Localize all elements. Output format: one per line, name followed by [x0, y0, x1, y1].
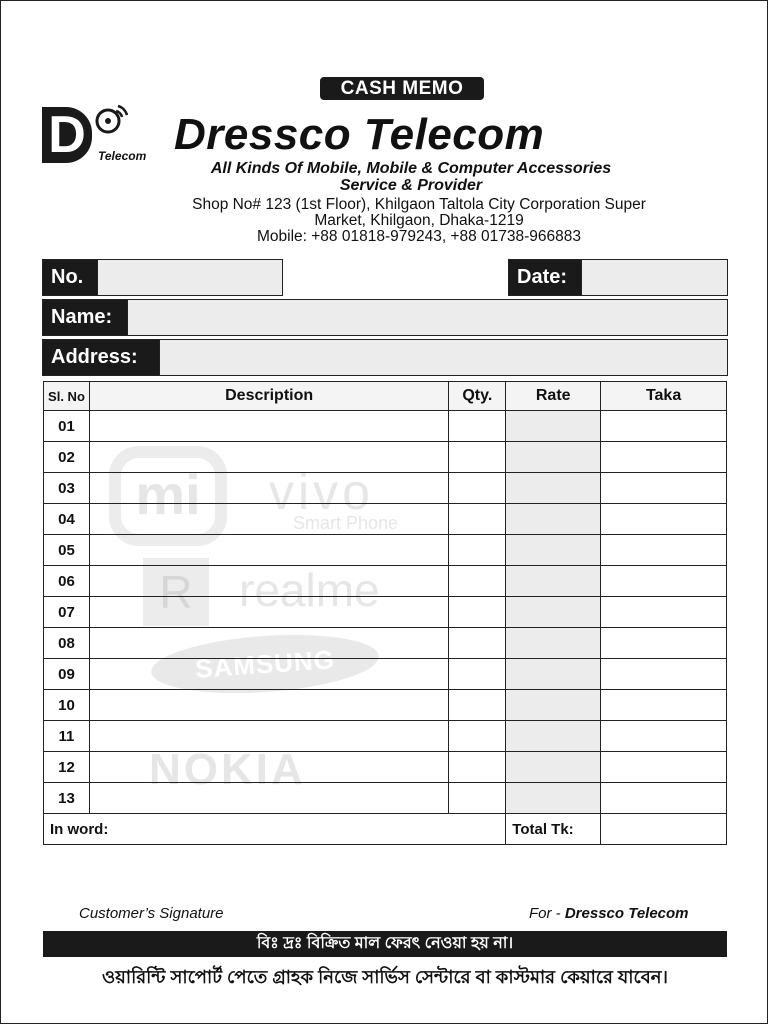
nokia-logo-watermark: NOKIA [149, 745, 306, 794]
samsung-logo-watermark: SAMSUNG [149, 628, 380, 700]
row-description-cell[interactable] [89, 504, 448, 535]
table-row [44, 535, 727, 566]
header-sl-no: Sl. No [44, 382, 90, 411]
table-row [44, 504, 727, 535]
row-sl-no: 10 [44, 690, 90, 721]
row-description-cell[interactable] [89, 535, 448, 566]
row-qty-cell[interactable] [449, 535, 506, 566]
items-table [43, 381, 727, 845]
realme-icon-watermark: R [143, 558, 209, 626]
realme-logo-watermark: realme [239, 564, 380, 616]
address-label: Address: [43, 340, 159, 375]
date-label: Date: [509, 260, 581, 295]
row-sl-no: 03 [44, 473, 90, 504]
row-description-cell[interactable] [89, 411, 448, 442]
row-description-cell[interactable] [89, 721, 448, 752]
total-label: Total Tk: [506, 814, 601, 845]
header-description: Description [89, 382, 448, 411]
address-input[interactable] [159, 340, 727, 375]
vivo-logo-watermark: vivo [269, 464, 374, 520]
row-rate-cell[interactable] [506, 566, 601, 597]
row-rate-cell[interactable] [506, 473, 601, 504]
warranty-notice: ওয়ারিন্টি সাপোর্ট পেতে গ্রাহক নিজে সার্ভিস সেন্টারে বা কাস্টমার কেয়ারে যাবেন। [102, 967, 668, 987]
row-qty-cell[interactable] [449, 473, 506, 504]
header-rate: Rate [506, 382, 601, 411]
row-rate-cell[interactable] [506, 411, 601, 442]
row-taka-cell[interactable] [601, 690, 727, 721]
row-qty-cell[interactable] [449, 597, 506, 628]
row-qty-cell[interactable] [449, 659, 506, 690]
name-input[interactable] [127, 300, 727, 335]
table-row [44, 783, 727, 814]
row-rate-cell[interactable] [506, 442, 601, 473]
table-footer-row [44, 814, 727, 845]
row-qty-cell[interactable] [449, 721, 506, 752]
row-taka-cell[interactable] [601, 783, 727, 814]
row-taka-cell[interactable] [601, 535, 727, 566]
row-description-cell[interactable] [89, 690, 448, 721]
company-logo [42, 99, 162, 169]
row-qty-cell[interactable] [449, 628, 506, 659]
name-field[interactable] [42, 299, 728, 336]
row-rate-cell[interactable] [506, 504, 601, 535]
customer-signature-label: Customer’s Signature [79, 905, 224, 922]
row-taka-cell[interactable] [601, 721, 727, 752]
date-field[interactable] [508, 259, 728, 296]
row-sl-no: 06 [44, 566, 90, 597]
tagline-line-2: Service & Provider [339, 177, 483, 194]
table-row [44, 411, 727, 442]
row-taka-cell[interactable] [601, 473, 727, 504]
table-row [44, 566, 727, 597]
for-company-signature [529, 905, 689, 922]
table-row [44, 690, 727, 721]
row-sl-no: 01 [44, 411, 90, 442]
row-sl-no: 12 [44, 752, 90, 783]
row-rate-cell[interactable] [506, 628, 601, 659]
mi-logo-watermark: mi [109, 446, 227, 546]
row-rate-cell[interactable] [506, 690, 601, 721]
address-field[interactable] [42, 339, 728, 376]
row-qty-cell[interactable] [449, 752, 506, 783]
row-taka-cell[interactable] [601, 504, 727, 535]
row-sl-no: 02 [44, 442, 90, 473]
name-label: Name: [43, 300, 127, 335]
row-taka-cell[interactable] [601, 752, 727, 783]
row-taka-cell[interactable] [601, 659, 727, 690]
address-line-1: Shop No# 123 (1st Floor), Khilgaon Taltola City Corporation Super [192, 196, 646, 213]
date-input[interactable] [581, 260, 727, 295]
memo-number-field[interactable] [42, 259, 283, 296]
header-qty: Qty. [449, 382, 506, 411]
row-taka-cell[interactable] [601, 566, 727, 597]
memo-number-label: No. [43, 260, 97, 295]
row-sl-no: 07 [44, 597, 90, 628]
address-line-2: Market, Khilgaon, Dhaka-1219 [314, 212, 524, 229]
row-qty-cell[interactable] [449, 442, 506, 473]
row-taka-cell[interactable] [601, 442, 727, 473]
row-description-cell[interactable] [89, 442, 448, 473]
row-sl-no: 11 [44, 721, 90, 752]
table-row [44, 628, 727, 659]
in-word-label[interactable]: In word: [44, 814, 506, 845]
logo-letter: D [42, 107, 92, 163]
row-rate-cell[interactable] [506, 752, 601, 783]
row-sl-no: 13 [44, 783, 90, 814]
table-row [44, 659, 727, 690]
row-qty-cell[interactable] [449, 690, 506, 721]
total-amount-cell[interactable] [601, 814, 727, 845]
no-return-notice: বিঃ দ্রঃ বিক্রিত মাল ফেরৎ নেওয়া হয় না। [43, 931, 727, 957]
row-description-cell[interactable] [89, 659, 448, 690]
row-rate-cell[interactable] [506, 659, 601, 690]
row-description-cell[interactable] [89, 597, 448, 628]
row-sl-no: 09 [44, 659, 90, 690]
table-header-row [44, 382, 727, 411]
row-description-cell[interactable] [89, 566, 448, 597]
row-description-cell[interactable] [89, 473, 448, 504]
mobile-numbers: Mobile: +88 01818-979243, +88 01738-966883 [256, 228, 582, 245]
row-description-cell[interactable] [89, 628, 448, 659]
row-qty-cell[interactable] [449, 566, 506, 597]
row-rate-cell[interactable] [506, 535, 601, 566]
row-taka-cell[interactable] [601, 597, 727, 628]
vivo-tagline-watermark: Smart Phone [293, 513, 399, 533]
memo-number-input[interactable] [97, 260, 282, 295]
for-label: For - [529, 905, 565, 922]
company-name: Dressco Telecom [174, 110, 545, 159]
header-taka: Taka [601, 382, 727, 411]
tagline-line-1: All Kinds Of Mobile, Mobile & Computer Accessories [210, 160, 612, 177]
row-qty-cell[interactable] [449, 504, 506, 535]
row-sl-no: 08 [44, 628, 90, 659]
row-qty-cell[interactable] [449, 783, 506, 814]
row-sl-no: 04 [44, 504, 90, 535]
row-rate-cell[interactable] [506, 597, 601, 628]
row-rate-cell[interactable] [506, 783, 601, 814]
for-company-name: Dressco Telecom [564, 905, 689, 922]
table-row [44, 473, 727, 504]
logo-subtext: Telecom [98, 149, 147, 163]
row-qty-cell[interactable] [449, 411, 506, 442]
row-sl-no: 05 [44, 535, 90, 566]
table-row [44, 442, 727, 473]
row-taka-cell[interactable] [601, 411, 727, 442]
row-rate-cell[interactable] [506, 721, 601, 752]
row-taka-cell[interactable] [601, 628, 727, 659]
table-row [44, 752, 727, 783]
row-description-cell[interactable] [89, 752, 448, 783]
satellite-dish-icon [94, 103, 128, 137]
cash-memo-badge: CASH MEMO [320, 77, 484, 100]
table-row [44, 721, 727, 752]
row-description-cell[interactable] [89, 783, 448, 814]
table-row [44, 597, 727, 628]
